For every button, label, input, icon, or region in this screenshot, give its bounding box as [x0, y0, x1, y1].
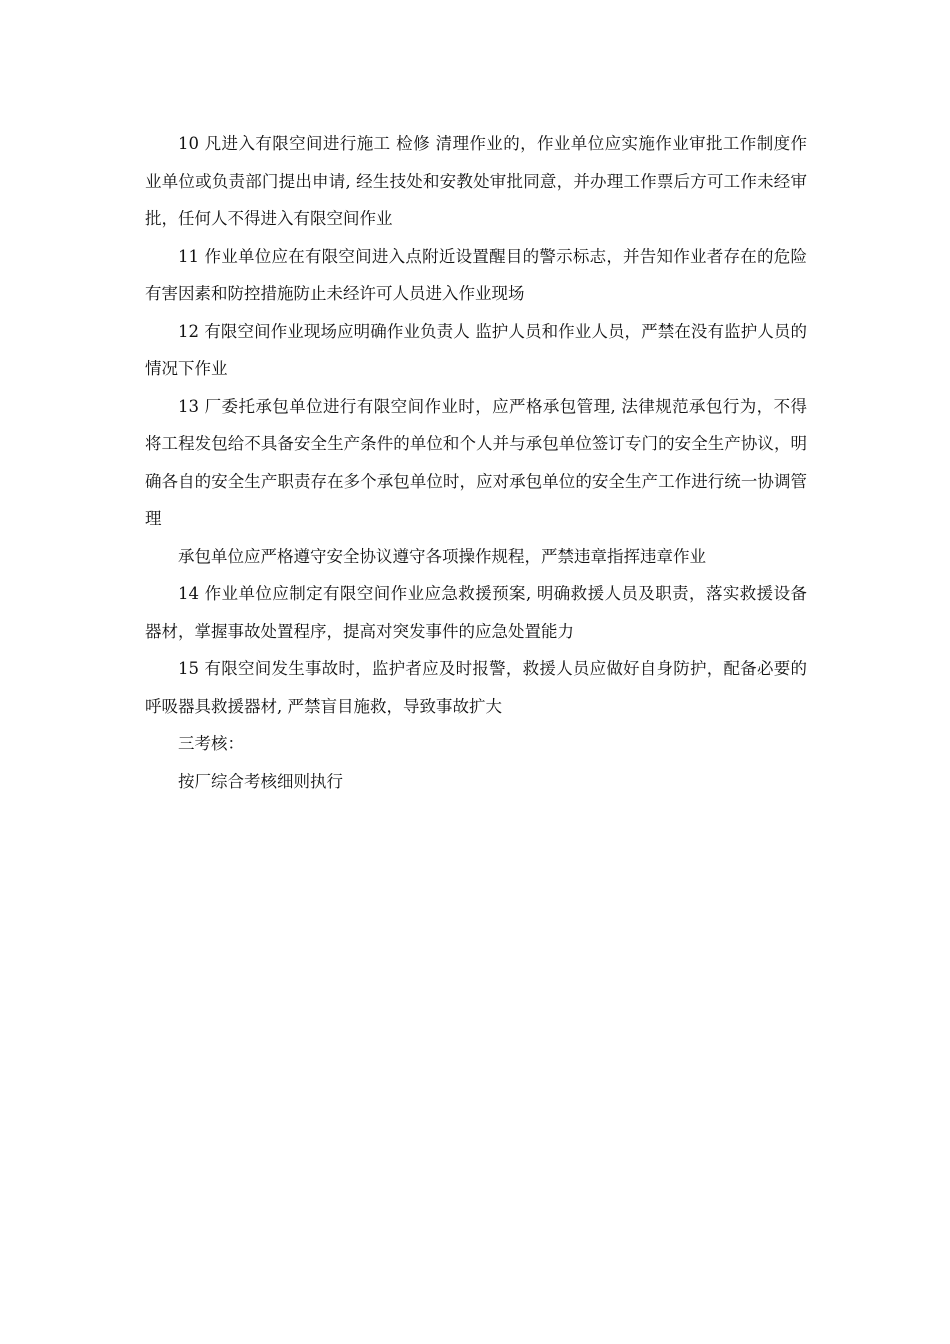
paragraph-contractor-rules: 承包单位应严格遵守安全协议遵守各项操作规程，严禁违章指挥违章作业: [178, 546, 706, 566]
paragraph-clause-10: 10 凡进入有限空间进行施工 检修 清理作业的，作业单位应实施作业审批工作制度作业单位或负责部门提出申请, 经生技处和安教处审批同意，并办理工作票后方可工作未经审批，任何人不得进入有限空间作业: [145, 134, 807, 228]
paragraph-clause-11: 11 作业单位应在有限空间进入点附近设置醒目的警示标志，并告知作业者存在的危险有害因素和防控措施防止未经许可人员进入作业现场: [145, 246, 807, 303]
paragraph-assessment-rule: 按厂综合考核细则执行: [178, 771, 343, 791]
document-body: [145, 125, 807, 800]
paragraph-clause-13: 13 厂委托承包单位进行有限空间作业时，应严格承包管理, 法律规范承包行为，不得将工程发包给不具备安全生产条件的单位和个人并与承包单位签订专门的安全生产协议，明确各自的安全生产职责存在多个承包单位时，应对承包单位的安全生产工作进行统一协调管理: [145, 396, 807, 528]
paragraph-clause-12: 12 有限空间作业现场应明确作业负责人 监护人员和作业人员，严禁在没有监护人员的情况下作业: [145, 321, 807, 378]
paragraph-clause-15: 15 有限空间发生事故时，监护者应及时报警，救援人员应做好自身防护，配备必要的呼吸器具救援器材, 严禁盲目施救，导致事故扩大: [145, 659, 807, 716]
paragraph-clause-14: 14 作业单位应制定有限空间作业应急救援预案, 明确救援人员及职责，落实救援设备器材，掌握事故处置程序，提高对突发事件的应急处置能力: [145, 584, 807, 641]
section-heading-assessment: 三考核：: [178, 734, 244, 753]
